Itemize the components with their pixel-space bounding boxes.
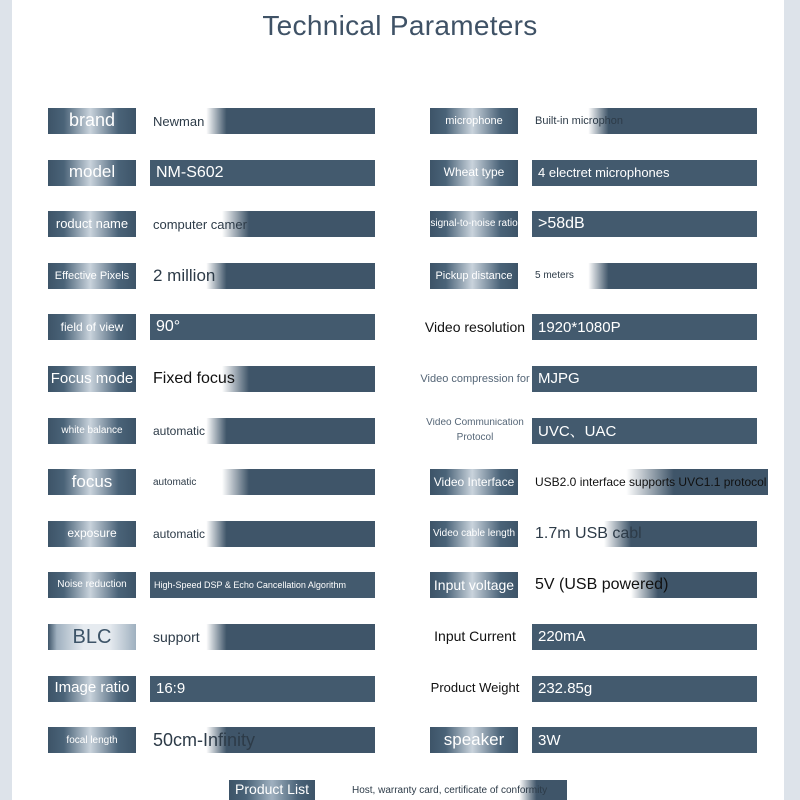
spec-label: Video compression for (416, 366, 534, 392)
spec-value: 2 million (150, 263, 375, 289)
spec-value: High-Speed DSP & Echo Cancellation Algorithm (150, 572, 375, 598)
spec-value: 220mA (532, 624, 757, 650)
spec-value: automatic (150, 469, 375, 495)
spec-label: microphone (430, 108, 518, 134)
spec-value: UVC、UAC (532, 418, 757, 444)
spec-label: focus (48, 469, 136, 495)
spec-value: 4 electret microphones (532, 160, 757, 186)
spec-value: 5V (USB powered) (532, 572, 757, 598)
spec-value: Built-in microphon (532, 108, 757, 134)
spec-value: Newman (150, 108, 375, 134)
spec-label: Noise reduction (48, 572, 136, 598)
spec-label: signal-to-noise ratio (430, 211, 518, 237)
product-list-row (229, 780, 569, 800)
spec-label: speaker (430, 727, 518, 753)
spec-label: brand (48, 108, 136, 134)
spec-label: BLC (48, 624, 136, 650)
spec-label: white balance (48, 418, 136, 444)
spec-value: 1920*1080P (532, 314, 757, 340)
spec-value: USB2.0 interface supports UVC1.1 protocol (532, 469, 768, 495)
spec-label: Video Interface (430, 469, 518, 495)
product-list-label: Product List (229, 780, 315, 800)
spec-value: 5 meters (532, 263, 757, 289)
spec-value: automatic (150, 418, 375, 444)
spec-label: Video cable length (430, 521, 518, 547)
spec-label: Image ratio (48, 676, 136, 702)
spec-value: MJPG (532, 366, 757, 392)
spec-label: model (48, 160, 136, 186)
spec-label: Effective Pixels (48, 263, 136, 289)
spec-label: field of view (48, 314, 136, 340)
spec-label: Video Communication Protocol (416, 418, 534, 444)
spec-value: 50cm-Infinity (150, 727, 375, 753)
spec-label: Focus mode (48, 366, 136, 392)
spec-label: Product Weight (425, 676, 525, 702)
spec-value: 16:9 (150, 676, 375, 702)
spec-value: 232.85g (532, 676, 757, 702)
spec-value: support (150, 624, 375, 650)
spec-value: 3W (532, 727, 757, 753)
product-list-value: Host, warranty card, certificate of conformity (349, 780, 567, 800)
spec-label: Video resolution (425, 314, 525, 340)
page-title: Technical Parameters (262, 10, 538, 41)
spec-value: NM-S602 (150, 160, 375, 186)
spec-label: focal length (48, 727, 136, 753)
spec-value: 90° (150, 314, 375, 340)
spec-value: computer camer (150, 211, 375, 237)
spec-label: Wheat type (430, 160, 518, 186)
spec-label: Input voltage (430, 572, 518, 598)
spec-value: >58dB (532, 211, 757, 237)
spec-label: roduct name (48, 211, 136, 237)
spec-value: 1.7m USB cabl (532, 521, 757, 547)
spec-value: automatic (150, 521, 375, 547)
spec-label: Pickup distance (430, 263, 518, 289)
spec-value: Fixed focus (150, 366, 375, 392)
spec-label: Input Current (425, 624, 525, 650)
spec-label: exposure (48, 521, 136, 547)
